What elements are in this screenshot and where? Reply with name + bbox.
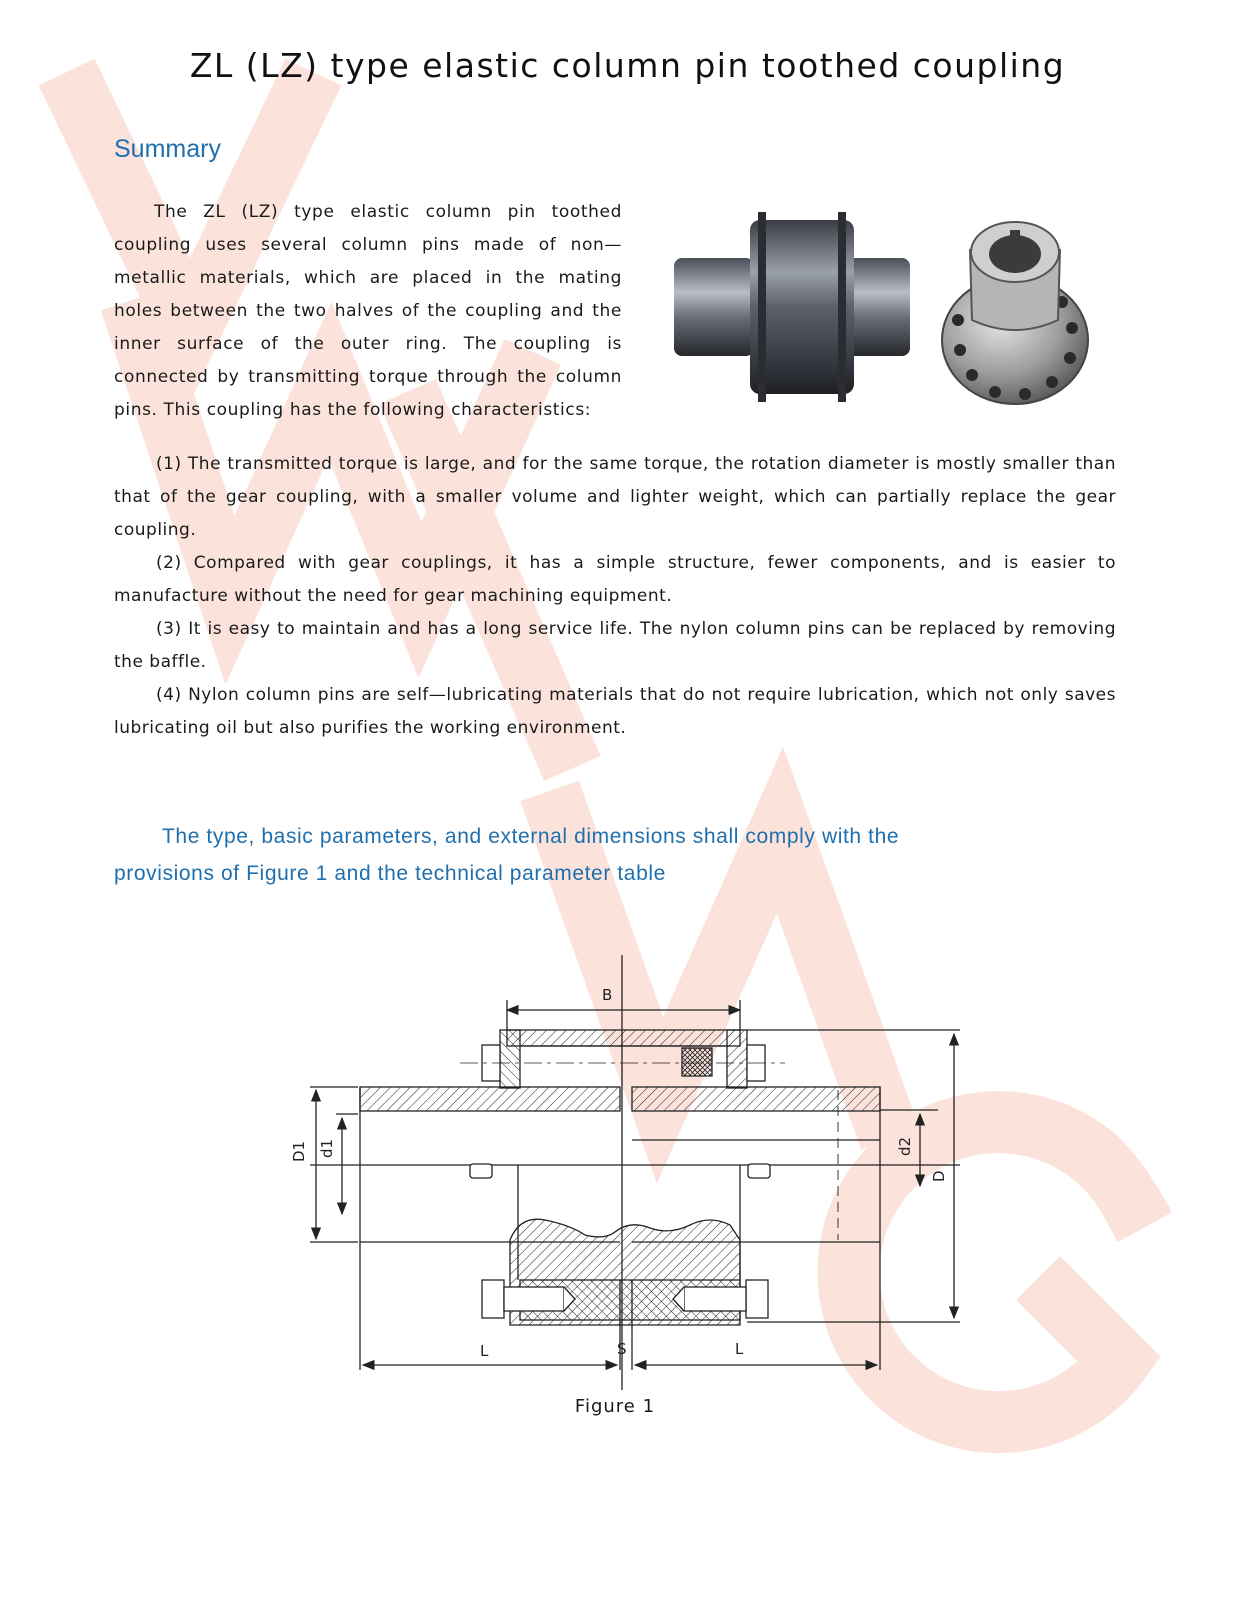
feature-item: (1) The transmitted torque is large, and for the same torque, the rotation diameter is mostly smaller than that of the gear coupling, with a smaller volume and lighter weight, which can partially replace the gear coupling. [114, 454, 1116, 540]
dim-label-d1: d1 [318, 1138, 336, 1158]
dim-label-D1: D1 [290, 1140, 308, 1162]
dim-label-d2: d2 [896, 1136, 914, 1156]
feature-item: (4) Nylon column pins are self—lubricating materials that do not require lubrication, which not only saves lubricating oil but also purifies the working environment. [114, 685, 1116, 738]
feature-item: (3) It is easy to maintain and has a long service life. The nylon column pins can be replaced by removing the baffle. [114, 619, 1116, 672]
feature-list [114, 448, 1116, 745]
dim-label-D: D [930, 1170, 948, 1182]
figure-caption: Figure 1 [574, 1396, 656, 1417]
coupling-technical-drawing [270, 950, 980, 1390]
dim-label-L-left: L [480, 1342, 489, 1360]
section-heading-summary: Summary [114, 135, 221, 163]
coupling-half-photo [940, 210, 1090, 406]
compliance-note: The type, basic parameters, and external dimensions shall comply with the provisions of Figure 1 and the technical parameter table [114, 825, 900, 885]
summary-paragraph: The ZL (LZ) type elastic column pin toothed coupling uses several column pins made of non—metallic materials, which are placed in the mating holes between the two halves of the coupling and the inner surface of the outer ring. The coupling is connected by transmitting torque through the column pins. This coupling has the following characteristics: [114, 202, 622, 420]
dim-label-S: S [617, 1340, 627, 1358]
dim-label-L-right: L [735, 1340, 744, 1358]
dim-label-B: B [602, 986, 613, 1004]
page-title: ZL (LZ) type elastic column pin toothed coupling [189, 46, 1066, 85]
feature-item: (2) Compared with gear couplings, it has a simple structure, fewer components, and is easier to manufacture without the need for gear machining equipment. [114, 553, 1116, 606]
coupling-assembled-photo [674, 212, 910, 402]
